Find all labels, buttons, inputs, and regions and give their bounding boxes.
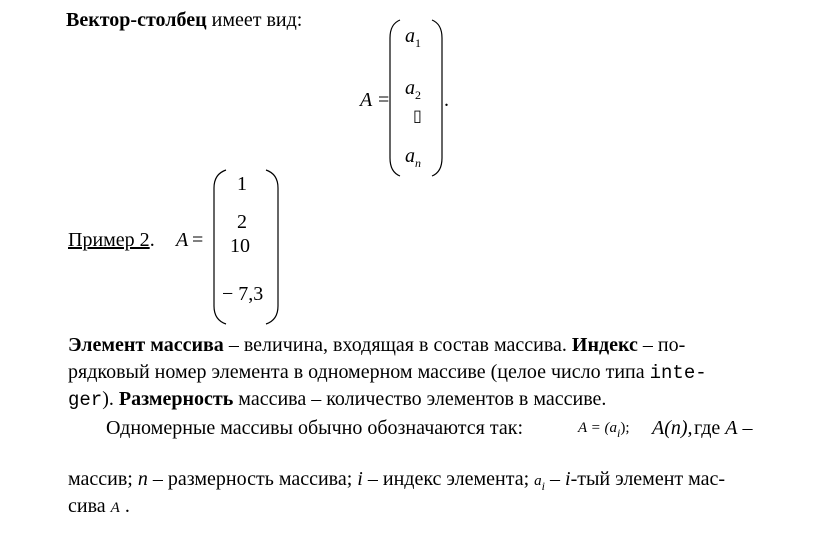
- term-array-element: Элемент массива: [68, 334, 224, 356]
- notation-formula-1: $A = (a_i)$;: [578, 420, 630, 440]
- vector-period: .: [444, 89, 449, 111]
- code-integer-part1: inte-: [649, 362, 707, 384]
- notation-where: где A –: [694, 417, 753, 439]
- notation-line-2: массив; n – размерность массива; i – индекс элемента; $a_i - i-тый$ элемент мас-: [68, 468, 726, 493]
- vector-column-definition: [66, 8, 302, 32]
- vector-element-2: $a_2$: [405, 77, 421, 102]
- notation-line-3: сива A .: [68, 495, 130, 517]
- example-equals: =: [192, 229, 204, 251]
- notation-ai: $a_i$: [534, 473, 545, 493]
- vector-element-1: $a_1$: [405, 25, 421, 50]
- term-dimension: Размерность: [118, 388, 234, 410]
- term-index: Индекс: [571, 334, 638, 356]
- notation-formula-2: A(n),: [652, 417, 693, 439]
- vector-right-paren: [430, 18, 444, 178]
- example-value: 10: [230, 235, 250, 257]
- code-integer-part2: ger: [68, 389, 103, 411]
- vertical-ellipsis-placeholder: ▯: [413, 108, 422, 125]
- element-definition-line-2: рядковый номер элемента в одномерном массиве (целое число типа inte-: [68, 361, 707, 384]
- example-value: 2: [237, 211, 247, 233]
- example-value: − 7,3: [222, 283, 264, 305]
- vector-equals: =: [378, 89, 390, 111]
- vector-element-n: $a_n$: [405, 145, 421, 170]
- term-vector-column: Вектор-столбец: [66, 9, 207, 31]
- example-label: Пример 2.: [68, 229, 155, 251]
- vector-left-paren: [388, 18, 402, 178]
- element-definition-line-1: Элемент массива – величина, входящая в состав массива. Индекс – по-: [68, 334, 686, 356]
- element-definition-line-3: ger). Размерность массива – количество элементов в массиве.: [68, 388, 607, 411]
- example-right-paren: [264, 168, 280, 326]
- example-value: 1: [237, 173, 247, 195]
- vector-lhs: A: [360, 89, 373, 111]
- definition-text: имеет вид:: [206, 9, 303, 31]
- notation-line-1: Одномерные массивы обычно обозначаются так:: [106, 417, 524, 439]
- example-lhs: A: [176, 229, 189, 251]
